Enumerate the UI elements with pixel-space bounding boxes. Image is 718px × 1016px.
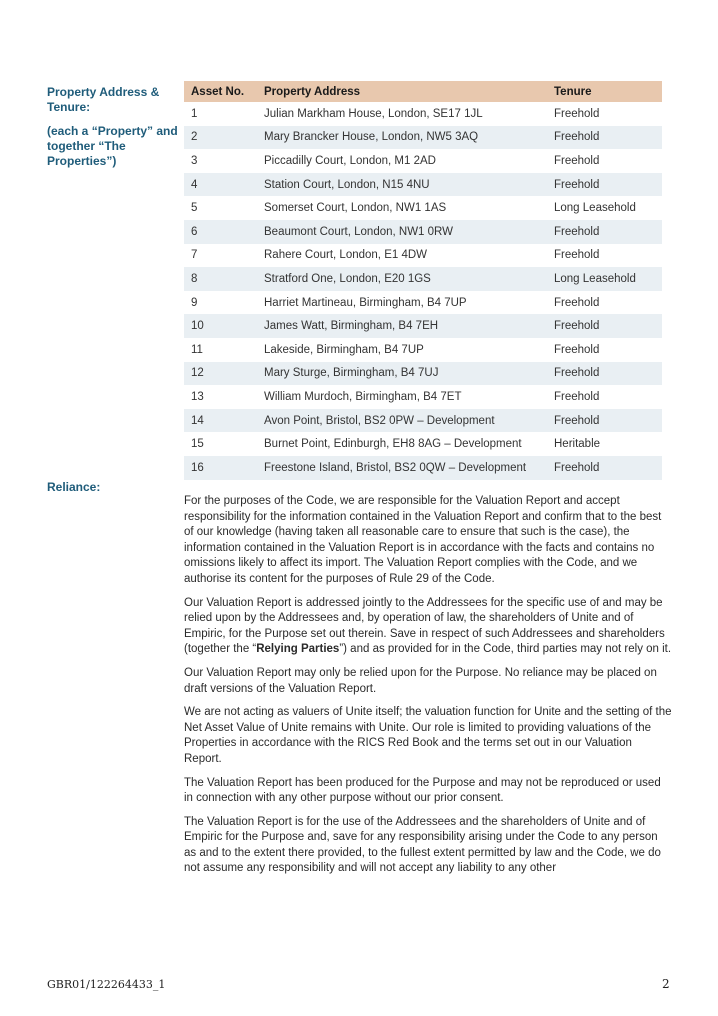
property-address-cell: James Watt, Birmingham, B4 7EH <box>257 314 547 338</box>
tenure-cell: Freehold <box>554 107 600 120</box>
paragraph-addressees-tail: ”) and as provided for in the Code, third parties may not rely on it. <box>339 643 672 656</box>
tenure-cell: Heritable <box>554 438 601 451</box>
tenure-cell: Freehold <box>547 173 662 197</box>
property-address-cell: Station Court, London, N15 4NU <box>257 173 547 197</box>
table-row <box>184 126 662 150</box>
header-asset-no: Asset No. <box>184 81 257 102</box>
table-row <box>184 244 662 268</box>
relying-parties-term: Relying Parties <box>256 643 340 656</box>
paragraph-addressees <box>184 596 672 658</box>
tenure-cell: Freehold <box>554 390 600 403</box>
tenure-cell: Freehold <box>554 296 600 309</box>
property-address-cell: Somerset Court, London, NW1 1AS <box>264 202 447 215</box>
asset-no-cell: 13 <box>191 390 204 403</box>
tenure-cell: Long Leasehold <box>547 267 662 291</box>
reliance-text <box>184 494 672 885</box>
header-property-address: Property Address <box>257 81 547 102</box>
asset-no-cell: 7 <box>191 249 198 262</box>
asset-no-cell: 16 <box>184 456 257 480</box>
asset-no-cell: 6 <box>184 220 257 244</box>
table-row <box>184 173 662 197</box>
table-row <box>184 149 662 173</box>
property-address-cell: Beaumont Court, London, NW1 0RW <box>257 220 547 244</box>
header-tenure: Tenure <box>547 81 662 102</box>
property-address-cell: Freestone Island, Bristol, BS2 0QW – Development <box>257 456 547 480</box>
asset-no-cell: 15 <box>191 438 204 451</box>
property-address-cell: Burnet Point, Edinburgh, EH8 8AG – Development <box>264 438 522 451</box>
tenure-cell: Freehold <box>547 409 662 433</box>
property-address-cell: Mary Brancker House, London, NW5 3AQ <box>257 126 547 150</box>
property-address-cell: Rahere Court, London, E1 4DW <box>264 249 428 262</box>
asset-no-cell: 5 <box>191 202 198 215</box>
property-address-cell: Harriet Martineau, Birmingham, B4 7UP <box>264 296 467 309</box>
property-address-cell: Julian Markham House, London, SE17 1JL <box>264 107 483 120</box>
asset-no-cell: 14 <box>184 409 257 433</box>
asset-no-cell: 10 <box>184 314 257 338</box>
property-table-body <box>184 102 662 480</box>
table-row <box>184 220 662 244</box>
paragraph-valuer-role: We are not acting as valuers of Unite itself; the valuation function for Unite and the setting of the Net Asset Value of Unite remains with Unite. Our role is limited to providing valuations of the Properties in accordance with the RICS Red Book and the terms set out in our Valuation Report. <box>184 706 672 765</box>
tenure-cell: Freehold <box>547 126 662 150</box>
property-address-cell: Stratford One, London, E20 1GS <box>257 267 547 291</box>
asset-no-cell: 4 <box>184 173 257 197</box>
tenure-cell: Freehold <box>554 249 600 262</box>
property-address-cell: Mary Sturge, Birmingham, B4 7UJ <box>257 362 547 386</box>
asset-no-cell: 12 <box>184 362 257 386</box>
property-address-cell: Avon Point, Bristol, BS2 0PW – Development <box>257 409 547 433</box>
property-address-cell: Piccadilly Court, London, M1 2AD <box>264 154 436 167</box>
asset-no-cell: 8 <box>184 267 257 291</box>
tenure-cell: Freehold <box>554 343 600 356</box>
asset-no-cell: 3 <box>191 154 198 167</box>
table-row <box>184 362 662 386</box>
paragraph-reproduction: The Valuation Report has been produced for the Purpose and may not be reproduced or used in connection with any other purpose without our prior consent. <box>184 776 661 805</box>
paragraph-responsibility: For the purposes of the Code, we are responsible for the Valuation Report and accept responsibility for the information contained in the Valuation Report and confirm that to the best of our knowledge (having taken all reasonable care to ensure that such is the case), the information contained in the Valuation Report is in accordance with the facts and contains no omissions likely to affect its import. The Valuation Report complies with the Code, and we authorise its content for the purposes of Rule 29 of the Code. <box>184 495 662 585</box>
property-address-cell: William Murdoch, Birmingham, B4 7ET <box>264 390 462 403</box>
table-row <box>184 102 662 126</box>
tenure-cell: Freehold <box>547 220 662 244</box>
properties-definition-note: (each a “Property” and together “The Properties”) <box>47 124 178 168</box>
table-row <box>184 432 662 456</box>
page-number: 2 <box>662 977 670 991</box>
property-address-tenure-label: Property Address & Tenure: <box>47 85 160 114</box>
table-header-row <box>184 81 662 102</box>
property-table <box>184 81 662 480</box>
table-row <box>184 456 662 480</box>
tenure-cell: Freehold <box>547 456 662 480</box>
table-row <box>184 291 662 315</box>
document-reference: GBR01/122264433_1 <box>47 978 166 991</box>
table-row <box>184 385 662 409</box>
paragraph-liability: The Valuation Report is for the use of the Addressees and the shareholders of Unite and of Empiric for the Purpose and, save for any responsibility arising under the Code to any person as and to the extent there provided, to the fullest extent permitted by law and the Code, we do not assume any responsibility and will not accept any liability to any other <box>184 815 661 875</box>
table-row <box>184 409 662 433</box>
tenure-cell: Freehold <box>547 362 662 386</box>
asset-no-cell: 9 <box>191 296 198 309</box>
asset-no-cell: 2 <box>184 126 257 150</box>
tenure-cell: Freehold <box>547 314 662 338</box>
paragraph-addressees-text: Our Valuation Report is addressed jointly to the Addressees for the specific use of and may be relied upon by the Addressees and, by operation of law, the shareholders of Unite and of Empiric, for the Purpose set out therein. Save in respect of such Addressees and shareholders (together the “ <box>184 596 665 656</box>
table-row <box>184 338 662 362</box>
tenure-cell: Freehold <box>554 154 600 167</box>
tenure-cell: Long Leasehold <box>554 202 636 215</box>
property-address-cell: Lakeside, Birmingham, B4 7UP <box>264 343 424 356</box>
asset-no-cell: 1 <box>191 107 198 120</box>
asset-no-cell: 11 <box>191 343 203 356</box>
table-row <box>184 267 662 291</box>
reliance-label: Reliance: <box>47 480 101 494</box>
paragraph-purpose: Our Valuation Report may only be relied upon for the Purpose. No reliance may be placed on draft versions of the Valuation Report. <box>184 666 657 695</box>
table-row <box>184 196 662 220</box>
table-row <box>184 314 662 338</box>
